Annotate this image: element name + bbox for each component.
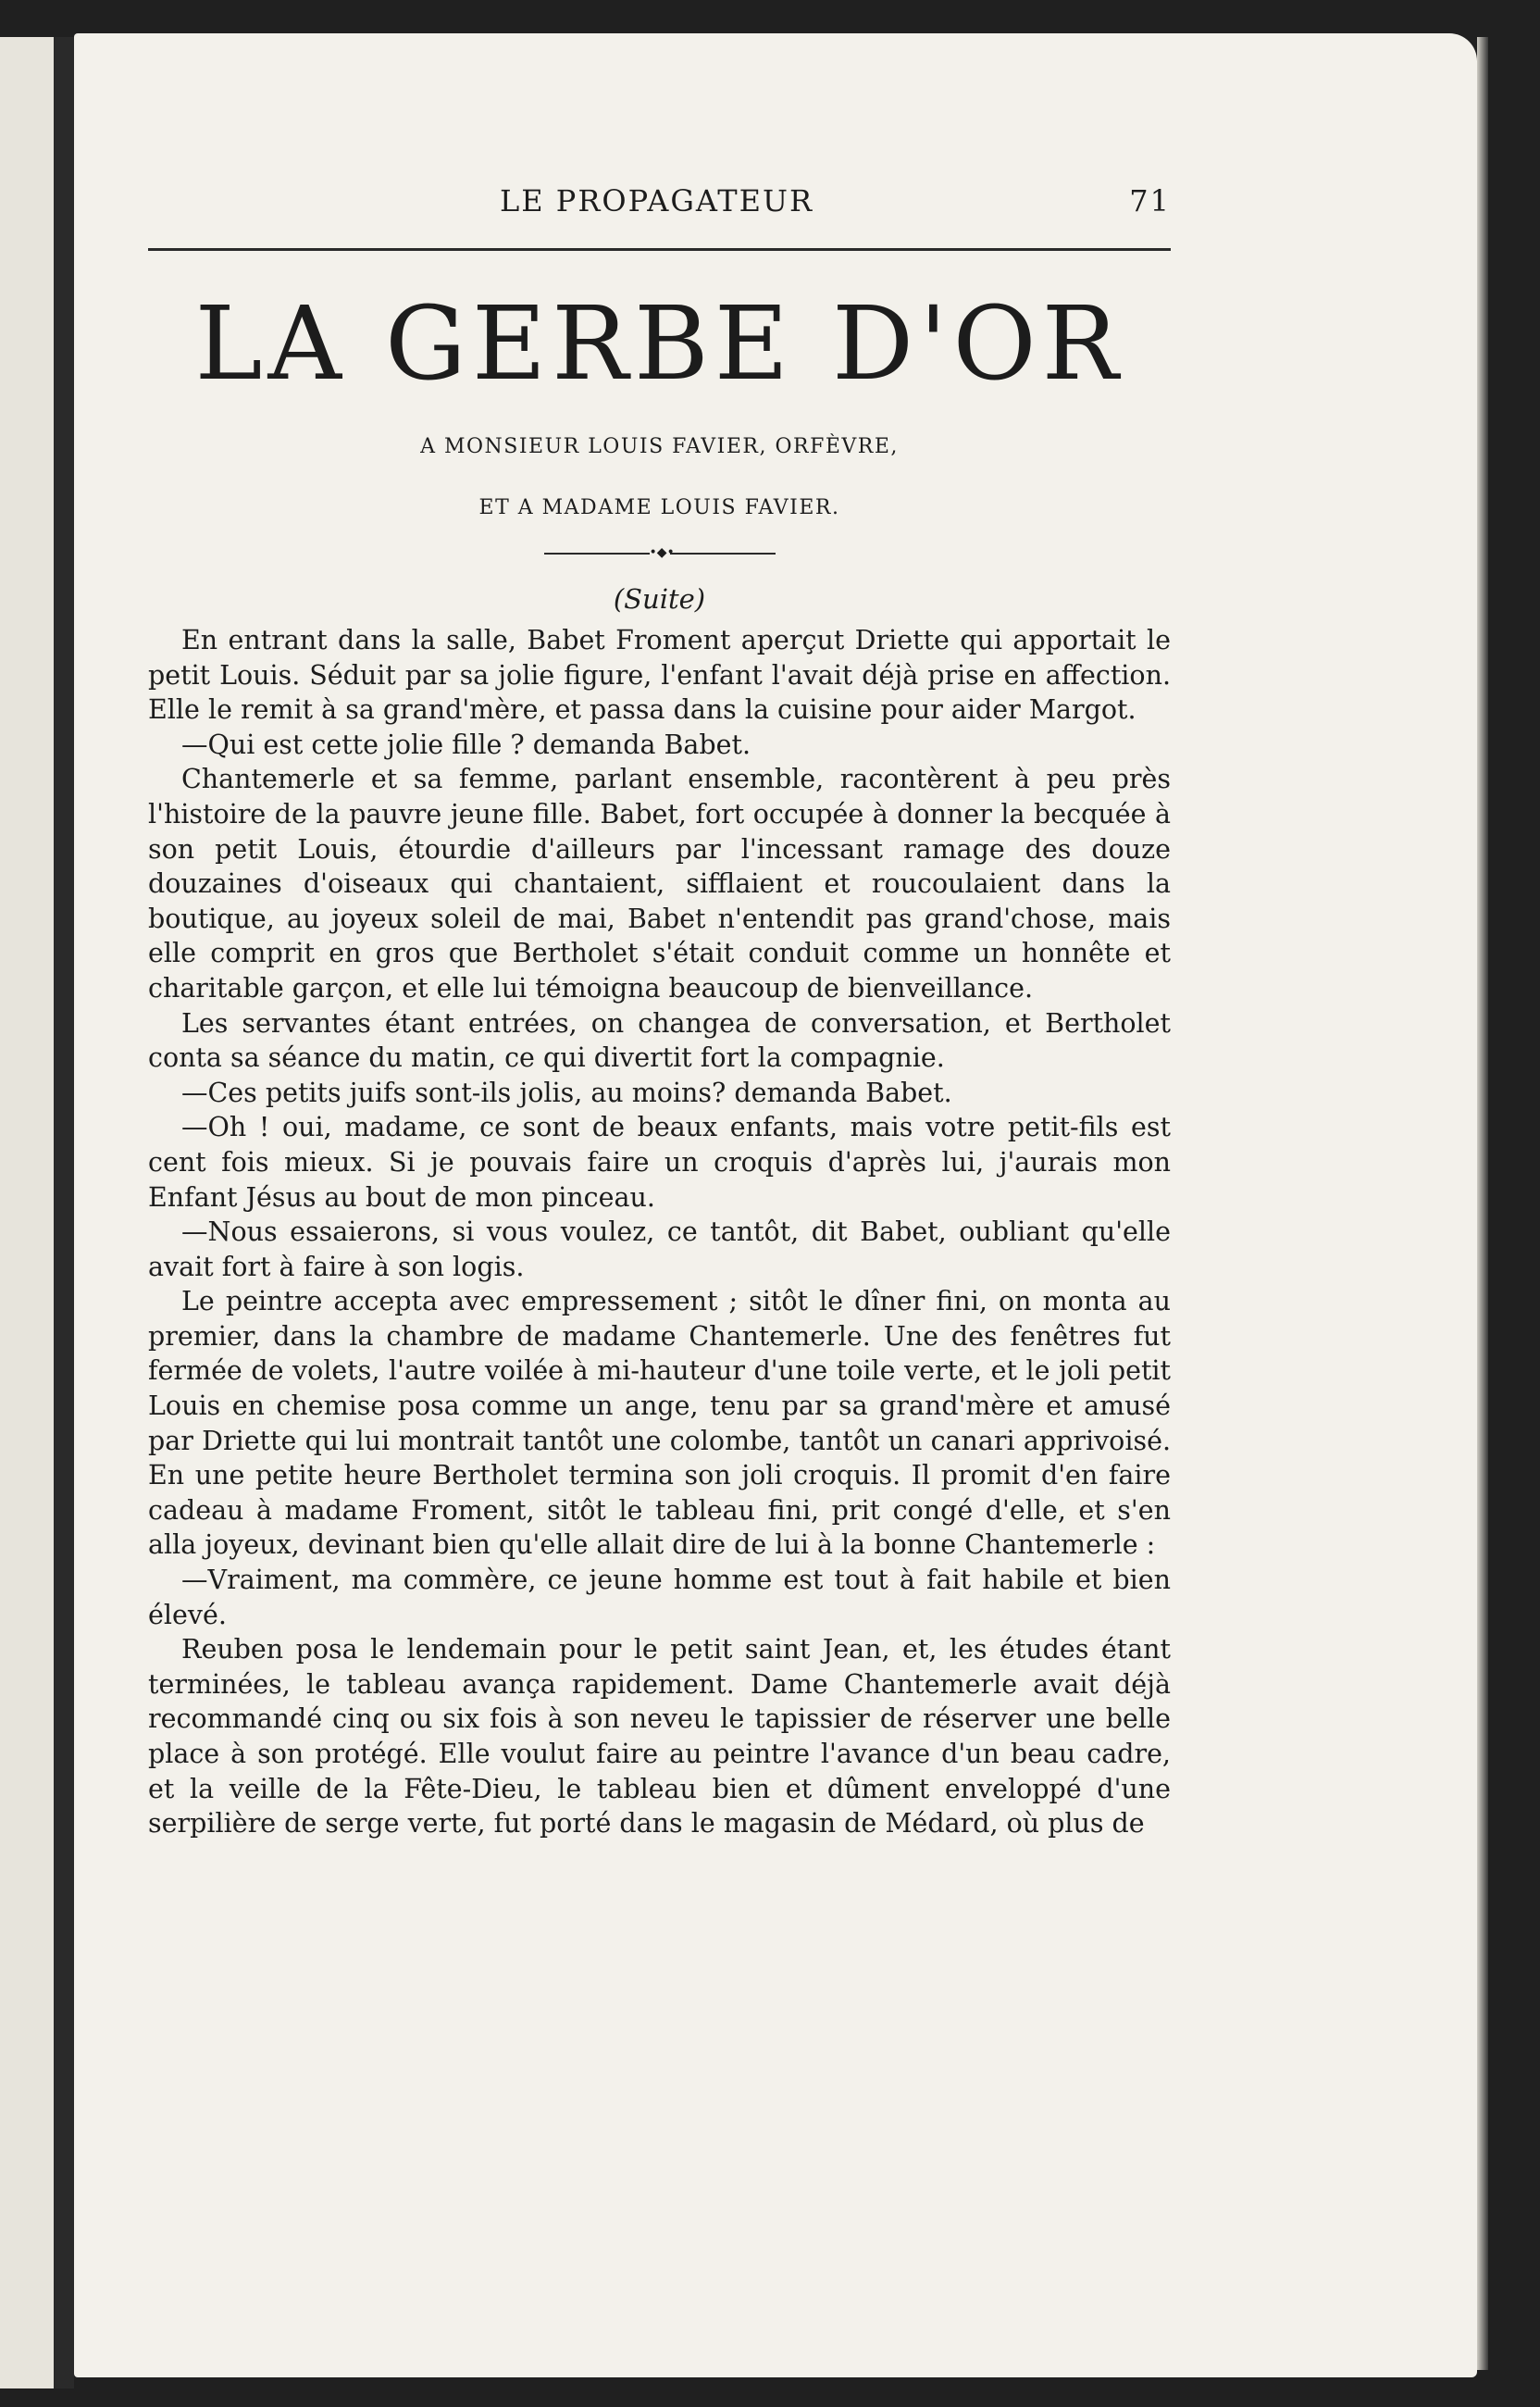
paragraph: En entrant dans la salle, Babet Froment aperçut Driette qui apportait le petit Louis. Séduit par sa jolie figure, l'enfant l'avait déjà prise en affection. Elle le remit à sa grand'mère, et passa dans la cuisine pour aider Margot. [148,625,1171,726]
header-rule [148,248,1171,251]
running-header [148,176,1171,222]
running-title: LE PROPAGATEUR [500,183,814,218]
adjacent-page-edge [0,37,57,2388]
binding-gutter [54,37,74,2388]
continuation-label: (Suite) [613,583,706,615]
paragraph: —Qui est cette jolie fille ? demanda Babet. [181,729,751,760]
paragraph: Le peintre accepta avec empressement ; sitôt le dîner fini, on monta au premier, dans la chambre de madame Chantemerle. Une des fenêtres fut fermée de volets, l'autre voilée à mi-hauteur d'une toile verte, et le joli petit Louis en chemise posa comme un ange, tenu par sa grand'mère et amusé par Driette qui lui montrait tantôt une colombe, tantôt un canari apprivoisé. En une petite heure Bertholet termina son joli croquis. Il promit d'en faire cadeau à madame Froment, sitôt le tableau fini, prit congé d'elle, et s'en alla joyeux, devinant bien qu'elle allait dire de lui à la bonne Chantemerle : [148,1286,1171,1561]
paragraph: —Nous essaierons, si vous voulez, ce tantôt, dit Babet, oubliant qu'elle avait fort à faire à son logis. [148,1216,1171,1282]
ornament-glyph: •◆• [649,545,675,560]
body-text [148,623,1171,1841]
dedication-line-1: A MONSIEUR LOUIS FAVIER, ORFÈVRE, [420,435,899,458]
paragraph: —Vraiment, ma commère, ce jeune homme est tout à fait habile et bien élevé. [148,1565,1171,1630]
page-number: 71 [1129,183,1171,218]
paragraph: Les servantes étant entrées, on changea de conversation, et Bertholet conta sa séance du matin, ce qui divertit fort la compagnie. [148,1007,1171,1074]
paragraph: —Oh ! oui, madame, ce sont de beaux enfants, mais votre petit-fils est cent fois mieux. Si je pouvais faire un croquis d'après lui, j'aurais mon Enfant Jésus au bout de mon pinceau. [148,1112,1171,1213]
paragraph: Reuben posa le lendemain pour le petit saint Jean, et, les études étant terminées, le tableau avança rapidement. Dame Chantemerle avait déjà recommandé cinq ou six fois à son neveu le tapissier de réserver une belle place à son protégé. Elle voulut faire au peintre l'avance d'un beau cadre, et la veille de la Fête-Dieu, le tableau bien et dûment enveloppé d'une serpilière de serge verte, fut porté dans le magasin de Médard, où plus de [148,1634,1171,1840]
ornament-rule [544,545,776,562]
page-shadow-edge [1477,37,1488,2370]
paragraph: Chantemerle et sa femme, parlant ensemble, racontèrent à peu près l'histoire de la pauvre jeune fille. Babet, fort occupée à donner la becquée à son petit Louis, étourdie d'ailleurs par l'incessant ramage des douze douzaines d'oiseaux qui chantaient, sifflaient et roucoulaient dans la boutique, au joyeux soleil de mai, Babet n'entendit pas grand'chose, mais elle comprit en gros que Bertholet s'était conduit comme un honnête et charitable garçon, et elle lui témoigna beaucoup de bienveillance. [148,764,1171,1004]
dedication-line-2: ET A MADAME LOUIS FAVIER. [478,496,840,519]
page-content [148,176,1171,1841]
paragraph: —Ces petits juifs sont-ils jolis, au moins? demanda Babet. [181,1077,952,1108]
article-title: LA GERBE D'OR [194,284,1124,403]
